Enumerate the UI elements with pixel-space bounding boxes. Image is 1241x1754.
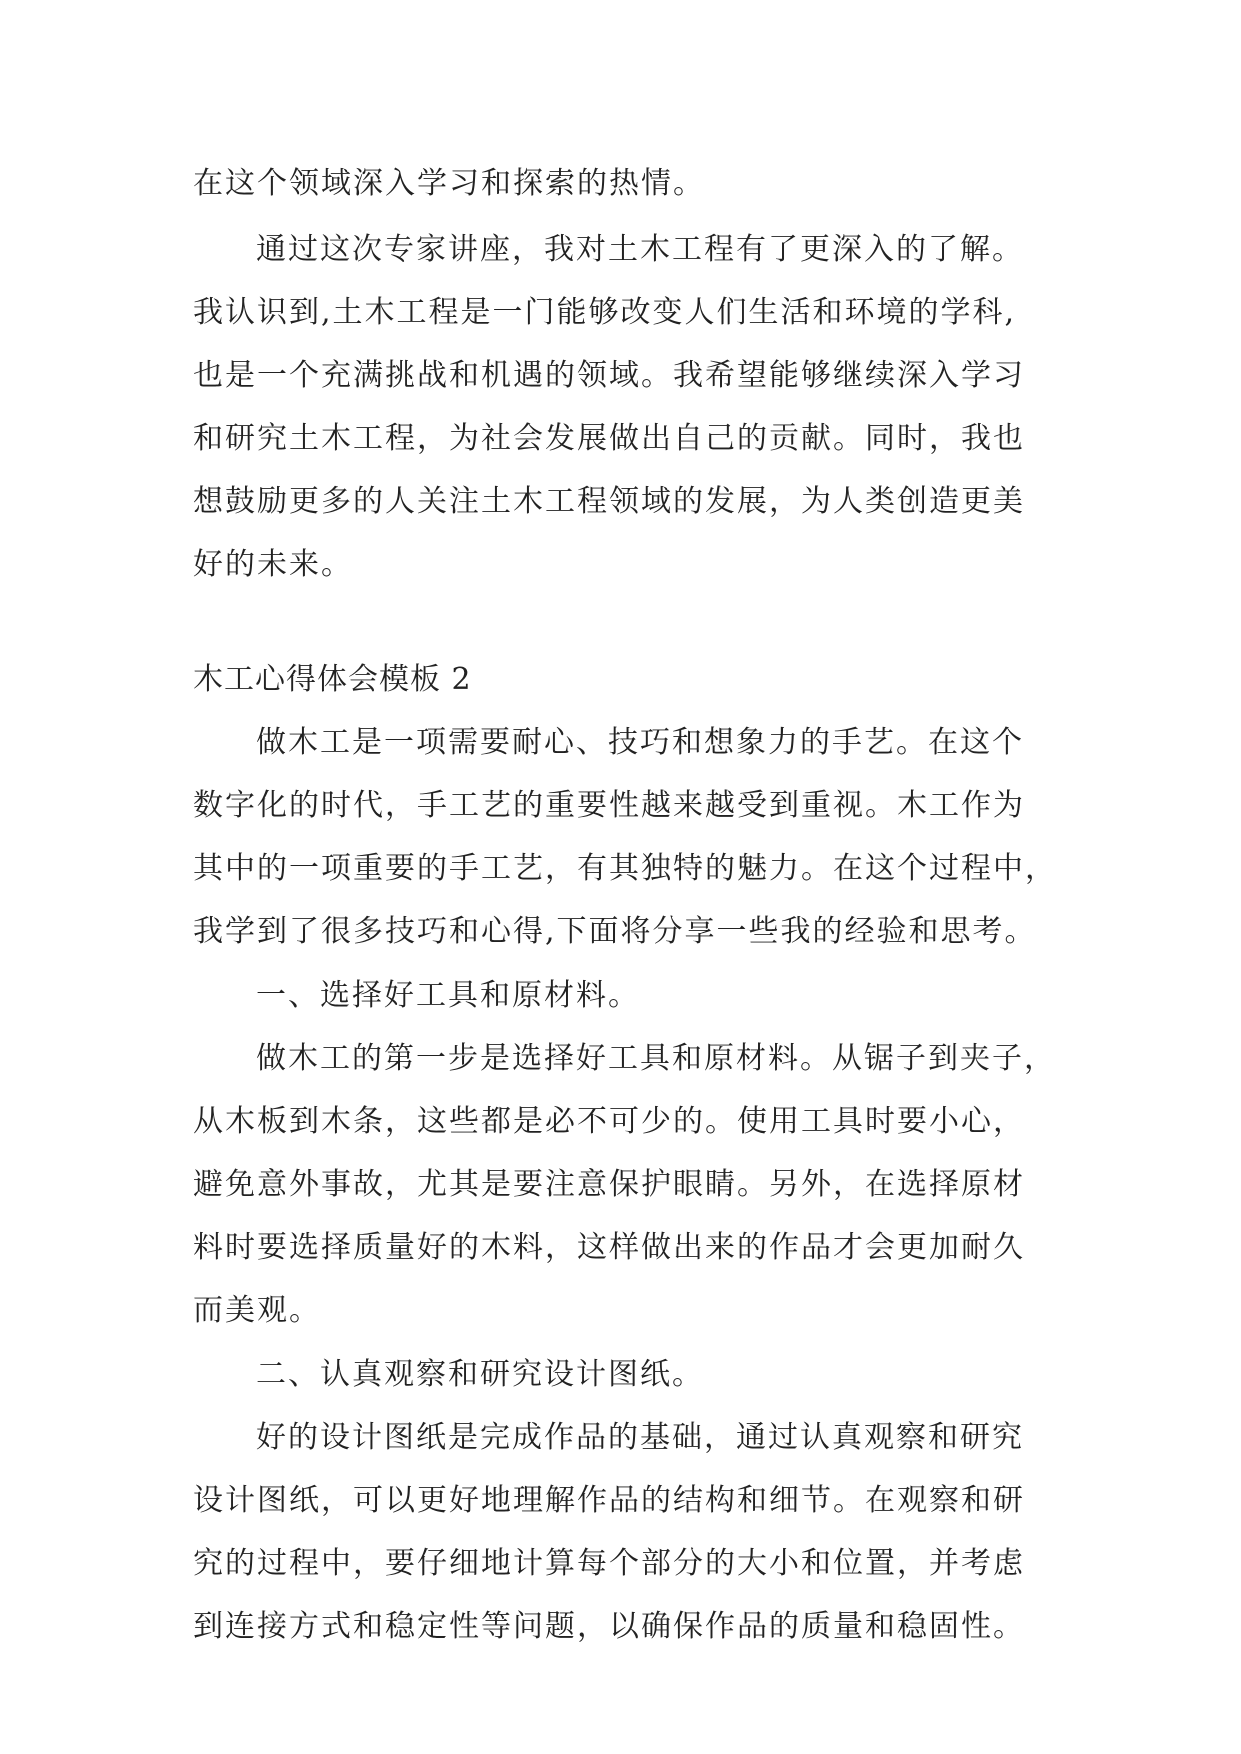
- text-line: 到连接方式和稳定性等问题，以确保作品的质量和稳固性。: [193, 1609, 1025, 1644]
- text-line: 避免意外事故，尤其是要注意保护眼睛。另外，在选择原材: [193, 1167, 1025, 1202]
- section-title: 木工心得体会模板 2: [193, 662, 472, 697]
- text-line: 设计图纸，可以更好地理解作品的结构和细节。在观察和研: [193, 1483, 1025, 1518]
- paragraph-first-line: 做木工是一项需要耐心、技巧和想象力的手艺。在这个: [256, 725, 1024, 760]
- text-line: 我学到了很多技巧和心得,下面将分享一些我的经验和思考。: [193, 914, 1037, 949]
- text-line: 数字化的时代，手工艺的重要性越来越受到重视。木工作为: [193, 788, 1025, 823]
- text-line: 和研究土木工程，为社会发展做出自己的贡献。同时，我也: [193, 421, 1025, 456]
- text-line: 我认识到,土木工程是一门能够改变人们生活和环境的学科,: [193, 295, 1017, 330]
- text-line: 也是一个充满挑战和机遇的领域。我希望能够继续深入学习: [193, 358, 1025, 393]
- text-line: 想鼓励更多的人关注土木工程领域的发展，为人类创造更美: [193, 484, 1025, 519]
- text-line: 而美观。: [193, 1293, 321, 1328]
- text-line: 其中的一项重要的手工艺，有其独特的魅力。在这个过程中，: [193, 851, 1057, 886]
- text-line: 在这个领域深入学习和探索的热情。: [193, 166, 705, 201]
- paragraph-first-line: 做木工的第一步是选择好工具和原材料。从锯子到夹子，: [256, 1041, 1056, 1076]
- paragraph-first-line: 通过这次专家讲座，我对土木工程有了更深入的了解。: [256, 232, 1024, 267]
- text-line: 料时要选择质量好的木料，这样做出来的作品才会更加耐久: [193, 1230, 1025, 1265]
- text-line: 好的未来。: [193, 547, 353, 582]
- paragraph-first-line: 好的设计图纸是完成作品的基础，通过认真观察和研究: [256, 1420, 1024, 1455]
- text-line: 究的过程中，要仔细地计算每个部分的大小和位置，并考虑: [193, 1546, 1025, 1581]
- point-heading: 二、认真观察和研究设计图纸。: [256, 1357, 704, 1392]
- text-line: 从木板到木条，这些都是必不可少的。使用工具时要小心，: [193, 1104, 1025, 1139]
- point-heading: 一、选择好工具和原材料。: [256, 978, 640, 1013]
